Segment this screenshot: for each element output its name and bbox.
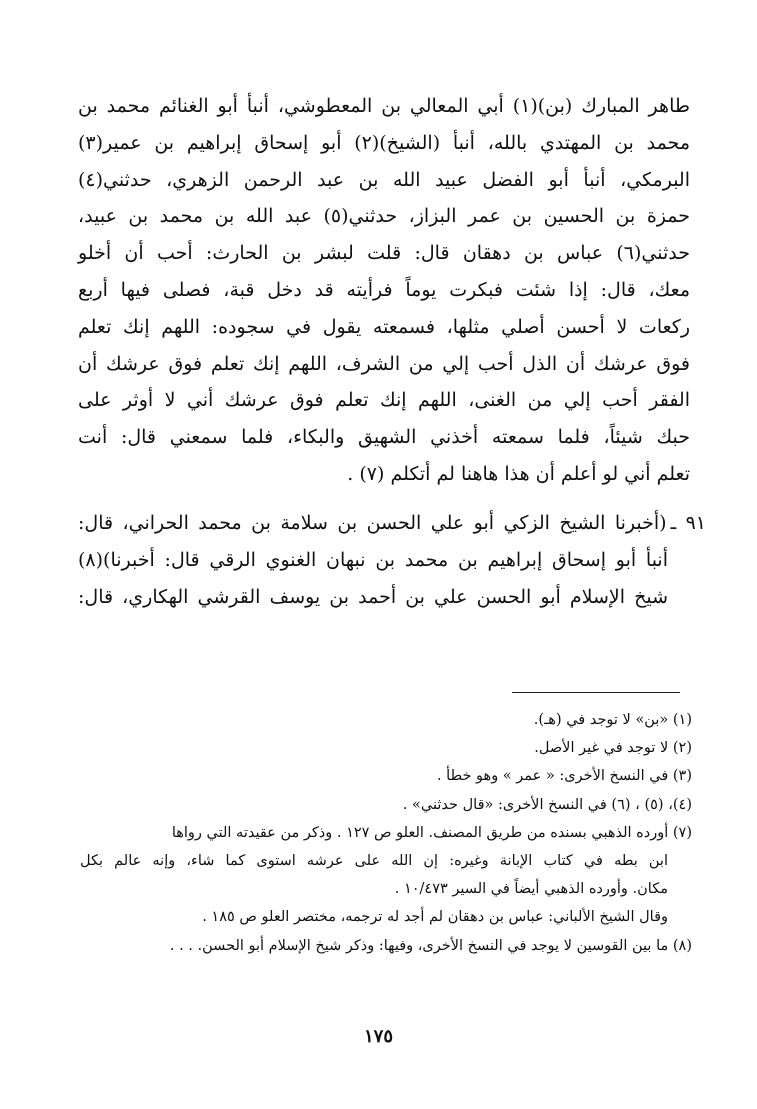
main-text-line: تعلم أني لو أعلم أن هذا هاهنا لم أتكلم (٧) . xyxy=(347,462,690,485)
page-number: ١٧٥ xyxy=(363,1026,393,1047)
hadith-line-text: (أخبرنا الشيخ الزكي أبو علي الحسن بن سلامة بن محمد الحراني، قال: xyxy=(78,512,667,534)
footnote-separator xyxy=(512,692,680,693)
main-text-line: فوق عرشك أن الذل أحب إلي من الشرف، اللهم إنك تعلم فوق عرشك أن xyxy=(78,352,690,375)
hadith-line: أنبأ أبو إسحاق إبراهيم بن محمد بن نبهان الغنوي الرقي قال: أخبرنا)(٨) xyxy=(78,549,668,571)
footnote-line: ابن بطه في كتاب الإبانة وغيره: إن الله على عرشه استوى كما شاء، وإنه عالم بكل xyxy=(80,853,668,870)
main-text-line: ركعات لا أحسن أصلي مثلها، فسمعته يقول في سجوده: اللهم إنك تعلم xyxy=(78,315,690,338)
footnote-line: (٢) لا توجد في غير الأصل. xyxy=(534,740,692,757)
hadith-number: ٩١ ـ xyxy=(670,512,706,534)
footnote-line: مكان. وأورده الذهبي أيضاً في السير ١٠/٤٧٣ . xyxy=(394,881,668,898)
main-text-line: محمد بن المهتدي بالله، أنبأ (الشيخ)(٢) أبو إسحاق إبراهيم بن عمير(٣) xyxy=(78,131,690,154)
main-text-line: حدثني(٦) عباس بن دهقان قال: قلت لبشر بن الحارث: أحب أن أخلو xyxy=(78,242,690,265)
hadith-line: شيخ الإسلام أبو الحسن علي بن أحمد بن يوسف القرشي الهكاري، قال: xyxy=(78,586,668,608)
main-text-line: معك، قال: إذا شئت فبكرت يوماً فرأيته قد دخل قبة، فصلى فيها أربع xyxy=(78,278,690,301)
main-text-line: الفقر أحب إلي من الغنى، اللهم إنك تعلم فوق عرشك أني لا أوثر على xyxy=(78,389,690,412)
main-text-line: حبك شيئاً، فلما سمعته أخذني الشهيق والبكاء، فلما سمعني قال: أنت xyxy=(78,426,690,449)
footnote-line: وقال الشيخ الألباني: عباس بن دهقان لم أجد له ترجمه، مختصر العلو ص ١٨٥ . xyxy=(202,909,668,926)
footnote-line: (٨) ما بين القوسين لا يوجد في النسخ الأخرى، وفيها: وذكر شيخ الإسلام أبو الحسن. . . . xyxy=(169,937,692,954)
main-text-line: طاهر المبارك (بن)(١) أبي المعالي بن المعطوشي، أنبأ أبو الغنائم محمد بن xyxy=(78,95,690,117)
footnote-line: (١) «بن» لا توجد في (هـ). xyxy=(533,712,692,728)
footnote-line: (٣) في النسخ الأخرى: « عمر » وهو خطأ . xyxy=(436,768,692,785)
footnote-line: (٧) أورده الذهبي بسنده من طريق المصنف. العلو ص ١٢٧ . وذكر من عقيدته التي رواها xyxy=(171,824,692,841)
footnotes-block xyxy=(80,706,692,960)
footnote-line: (٤)، (٥) ، (٦) في النسخ الأخرى: «قال حدثني» . xyxy=(402,796,692,813)
main-text-line: البرمكي، أنبأ أبو الفضل عبيد الله بن عبد الرحمن الزهري، حدثني(٤) xyxy=(78,168,690,191)
main-text-block xyxy=(78,88,690,493)
main-text-line: حمزة بن الحسين بن عمر البزاز، حدثني(٥) عبد الله بن محمد بن عبيد، xyxy=(78,205,690,228)
hadith-91-block xyxy=(78,505,706,616)
hadith-line xyxy=(78,505,706,542)
